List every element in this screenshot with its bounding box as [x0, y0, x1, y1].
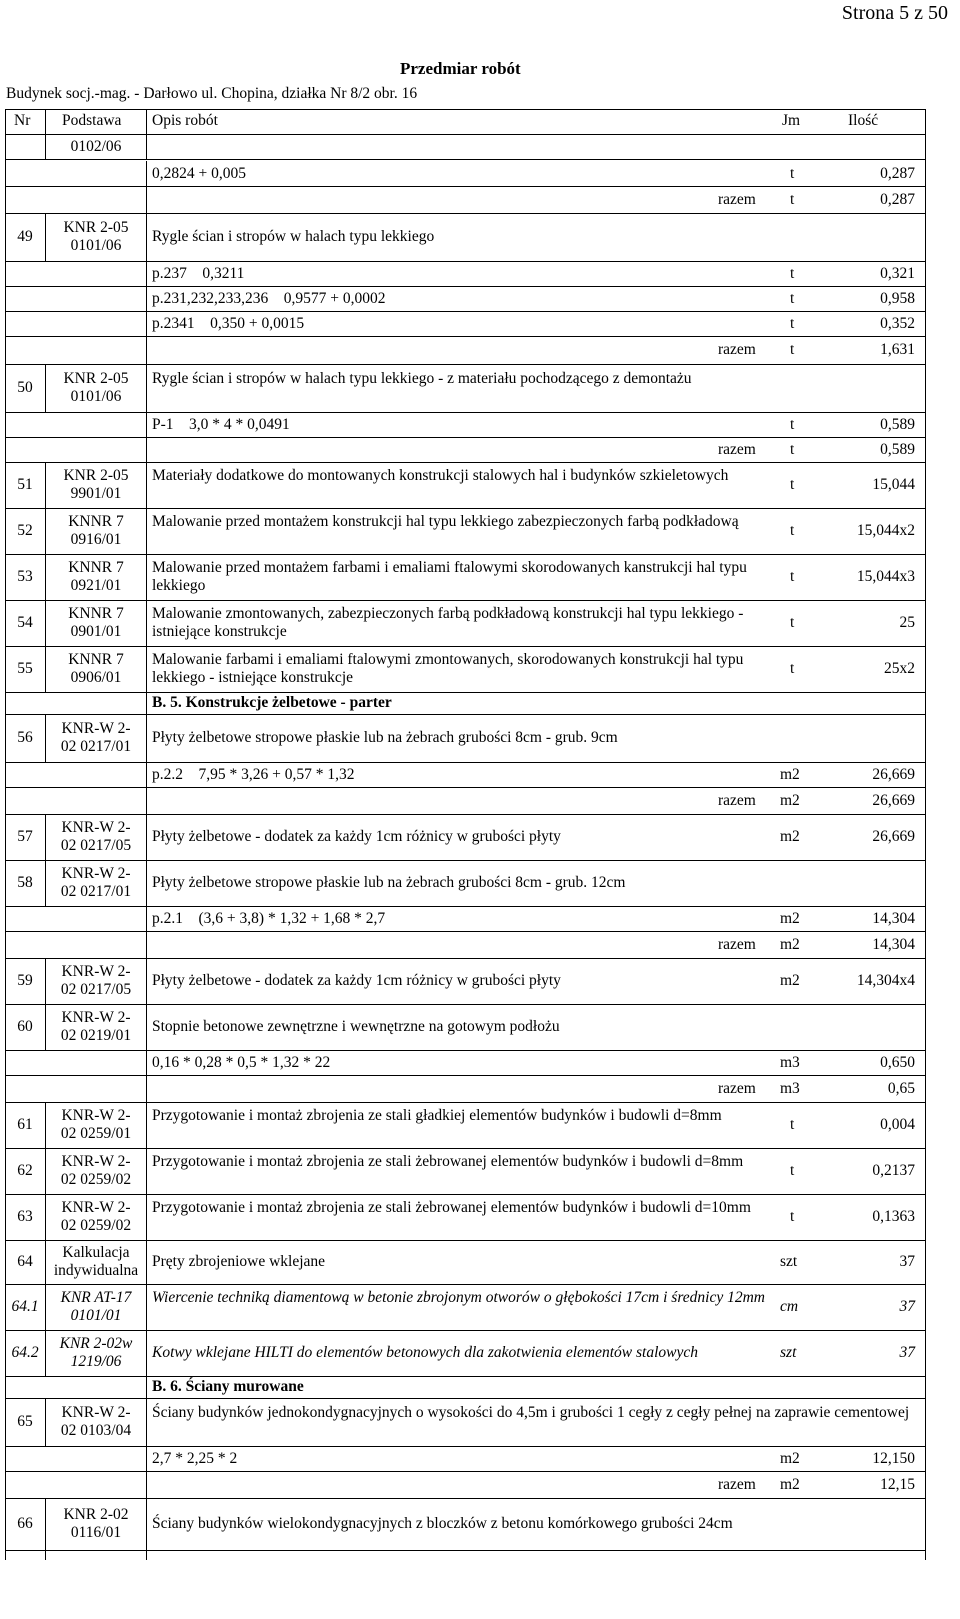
- unit: t: [790, 522, 795, 539]
- calculation-formula: p.2.1 (3,6 + 3,8) * 1,32 + 1,68 * 2,7: [152, 909, 386, 927]
- basis-code: KNR-W 2- 02 0217/05: [60, 963, 132, 998]
- item-number: 50: [17, 379, 33, 396]
- item-number: 63: [17, 1208, 33, 1225]
- work-description: Przygotowanie i montaż zbrojenia ze stali żebrowanej elementów budynków i budowli d=10mm: [152, 1199, 751, 1216]
- row-rule: [5, 931, 925, 932]
- unit: t: [790, 314, 795, 332]
- quantity: 0,352: [880, 314, 915, 332]
- total-label: razem: [718, 1079, 756, 1097]
- podstawa-divider: [146, 554, 147, 600]
- unit: t: [790, 1162, 795, 1179]
- item-number: 58: [17, 874, 33, 891]
- basis-code: KNR 2-05 9901/01: [63, 467, 129, 502]
- quantity: 14,304x4: [856, 972, 915, 989]
- podstawa-divider: [146, 1550, 147, 1560]
- unit: m2: [780, 765, 800, 783]
- row-rule: [5, 1050, 925, 1051]
- item-number: 52: [17, 522, 33, 539]
- basis-code: KNR-W 2- 02 0259/02: [60, 1199, 132, 1234]
- podstawa-divider: [146, 286, 147, 311]
- building-description: Budynek socj.-mag. - Darłowo ul. Chopina, działka Nr 8/2 obr. 16: [6, 85, 418, 102]
- work-description: Płyty żelbetowe stropowe płaskie lub na żebrach grubości 8cm - grub. 12cm: [152, 874, 626, 891]
- quantity: 37: [899, 1344, 915, 1361]
- work-description: Malowanie przed montażem konstrukcji hal typu lekkiego zabezpieczonych farbą podkładową: [152, 513, 739, 530]
- quantity: 26,669: [872, 828, 915, 845]
- podstawa-divider: [146, 161, 147, 186]
- work-description: Ściany budynków jednokondygnacyjnych o wysokości do 4,5m i grubości 1 cegły z cegły pełnej na zaprawie cementowej: [152, 1404, 910, 1421]
- quantity: 0,004: [880, 1116, 915, 1133]
- podstawa-divider: [146, 261, 147, 286]
- work-description: Rygle ścian i stropów w halach typu lekkiego: [152, 228, 435, 245]
- podstawa-divider: [146, 762, 147, 787]
- page-number: Strona 5 z 50: [841, 2, 948, 24]
- quantity: 0,589: [880, 415, 915, 433]
- unit: m3: [780, 1079, 800, 1097]
- item-number: 65: [17, 1413, 33, 1430]
- podstawa-divider: [146, 412, 147, 437]
- row-rule: [5, 336, 925, 337]
- row-rule: [5, 646, 925, 647]
- calculation-formula: 0,2824 + 0,005: [152, 164, 246, 182]
- podstawa-divider: [146, 186, 147, 213]
- unit: t: [790, 190, 795, 208]
- unit: szt: [780, 1253, 798, 1270]
- row-rule: [5, 1498, 925, 1499]
- podstawa-divider: [146, 906, 147, 931]
- podstawa-divider: [146, 437, 147, 462]
- unit: cm: [780, 1298, 799, 1315]
- unit: t: [790, 289, 795, 307]
- quantity: 12,150: [872, 1449, 915, 1467]
- basis-code: KNR-W 2- 02 0103/04: [60, 1404, 132, 1439]
- quantity: 0,650: [880, 1053, 915, 1071]
- work-description: Ściany budynków wielokondygnacyjnych z bloczków z betonu komórkowego grubości 24cm: [152, 1515, 733, 1532]
- quantity: 26,669: [872, 791, 915, 809]
- item-number: 49: [17, 228, 33, 245]
- column-header-ilosc: Ilość: [848, 112, 879, 129]
- row-rule: [5, 906, 925, 907]
- quantity: 14,304: [872, 909, 915, 927]
- row-rule: [5, 762, 925, 763]
- calculation-formula: p.2.2 7,95 * 3,26 + 0,57 * 1,32: [152, 765, 355, 783]
- podstawa-divider: [146, 1471, 147, 1498]
- section-heading: B. 6. Ściany murowane: [152, 1378, 304, 1395]
- podstawa-divider: [146, 1398, 147, 1446]
- row-rule: [5, 1446, 925, 1447]
- basis-code: KNR 2-05 0101/06: [63, 219, 129, 254]
- row-rule: [5, 213, 925, 214]
- unit: t: [790, 1208, 795, 1225]
- podstawa-divider: [146, 311, 147, 336]
- podstawa-divider: [146, 860, 147, 906]
- row-rule: [5, 261, 925, 262]
- unit: t: [790, 415, 795, 433]
- unit: t: [790, 164, 795, 182]
- podstawa-divider: [146, 1004, 147, 1050]
- unit: t: [790, 341, 795, 358]
- quantity: 0,321: [880, 264, 915, 282]
- podstawa-divider: [146, 692, 147, 714]
- column-header-nr: Nr: [14, 112, 31, 129]
- item-number: 56: [17, 729, 33, 746]
- work-description: Malowanie przed montażem farbami i emaliami ftalowymi skorodowanych kanstrukcji hal typu lekkiego: [152, 559, 747, 594]
- row-rule: [5, 860, 925, 861]
- section-heading: B. 5. Konstrukcje żelbetowe - parter: [152, 694, 392, 711]
- unit: t: [790, 660, 795, 677]
- podstawa-divider: [146, 213, 147, 261]
- row-rule: [5, 1376, 925, 1377]
- work-description: Kotwy wklejane HILTI do elementów betonowych dla zakotwienia elementów stalowych: [152, 1344, 698, 1361]
- podstawa-divider: [146, 714, 147, 762]
- row-rule: [5, 1471, 925, 1472]
- calculation-formula: P-1 3,0 * 4 * 0,0491: [152, 415, 290, 433]
- unit: m2: [780, 909, 800, 927]
- basis-code: KNR-W 2- 02 0217/05: [60, 819, 132, 854]
- unit: t: [790, 568, 795, 585]
- work-description: Płyty żelbetowe - dodatek za każdy 1cm różnicy w grubości płyty: [152, 972, 561, 989]
- header-divider-podstawa: [146, 109, 147, 134]
- quantity: 15,044x3: [856, 568, 915, 585]
- podstawa-divider: [146, 1284, 147, 1330]
- calculation-formula: p.237 0,3211: [152, 264, 245, 282]
- column-header-opis: Opis robót: [152, 112, 218, 129]
- total-label: razem: [718, 190, 756, 208]
- column-header-jm: Jm: [782, 112, 801, 129]
- calculation-formula: 2,7 * 2,25 * 2: [152, 1449, 238, 1467]
- work-description: Pręty zbrojeniowe wklejane: [152, 1253, 326, 1270]
- row-rule: [5, 437, 925, 438]
- work-description: Stopnie betonowe zewnętrzne i wewnętrzne na gotowym podłożu: [152, 1018, 560, 1035]
- work-description: Przygotowanie i montaż zbrojenia ze stali żebrowanej elementów budynków i budowli d=8mm: [152, 1153, 744, 1170]
- item-number: 59: [17, 972, 33, 989]
- row-rule: [5, 1330, 925, 1331]
- row-rule: [5, 1240, 925, 1241]
- quantity: 37: [899, 1253, 915, 1270]
- table-top-rule: [5, 109, 925, 110]
- quantity: 15,044: [872, 476, 915, 493]
- item-number: 64.2: [11, 1344, 39, 1361]
- unit: m2: [780, 1449, 800, 1467]
- basis-code: KNR-W 2- 02 0259/02: [60, 1153, 132, 1188]
- quantity: 12,15: [880, 1475, 915, 1493]
- row-rule: [5, 787, 925, 788]
- quantity: 1,631: [880, 341, 915, 358]
- podstawa-divider: [146, 958, 147, 1004]
- quantity: 37: [899, 1298, 915, 1315]
- basis-code: KNR AT-17 0101/01: [60, 1289, 132, 1324]
- quantity: 0,589: [880, 440, 915, 458]
- podstawa-divider: [146, 1050, 147, 1075]
- row-rule: [5, 1004, 925, 1005]
- unit: m2: [780, 935, 800, 953]
- quantity: 26,669: [872, 765, 915, 783]
- calculation-formula: p.231,232,233,236 0,9577 + 0,0002: [152, 289, 386, 307]
- podstawa-divider: [146, 1330, 147, 1376]
- basis-code: KNR-W 2- 02 0217/01: [60, 720, 132, 755]
- quantity: 15,044x2: [856, 522, 915, 539]
- row-rule: [5, 508, 925, 509]
- unit: t: [790, 264, 795, 282]
- unit: m2: [780, 1475, 800, 1493]
- item-number: 60: [17, 1018, 33, 1035]
- unit: t: [790, 1116, 795, 1133]
- work-description: Przygotowanie i montaż zbrojenia ze stali gładkiej elementów budynków i budowli d=8mm: [152, 1107, 722, 1124]
- item-number: 61: [17, 1116, 33, 1133]
- quantity: 0,287: [880, 164, 915, 182]
- podstawa-divider: [146, 1148, 147, 1194]
- podstawa-divider: [146, 600, 147, 646]
- calculation-formula: p.2341 0,350 + 0,0015: [152, 314, 305, 332]
- podstawa-divider: [146, 134, 147, 159]
- item-number: 57: [17, 828, 33, 845]
- row-rule: [5, 958, 925, 959]
- unit: m2: [780, 972, 800, 989]
- item-number: 53: [17, 568, 33, 585]
- total-label: razem: [718, 440, 756, 458]
- work-description: Malowanie farbami i emaliami ftalowymi zmontowanych, skorodowanych konstrukcji hal typu lekkiego - istniejące konstrukcje: [152, 651, 744, 686]
- unit: m3: [780, 1053, 800, 1071]
- podstawa-divider: [146, 931, 147, 958]
- column-header-podstawa: Podstawa: [62, 112, 122, 129]
- podstawa-divider: [146, 1376, 147, 1398]
- podstawa-divider: [146, 336, 147, 364]
- row-rule: [5, 600, 925, 601]
- basis-code: KNNR 7 0906/01: [68, 651, 124, 686]
- row-rule: [5, 159, 925, 160]
- item-number: 64: [17, 1253, 33, 1270]
- basis-code: KNNR 7 0921/01: [68, 559, 124, 594]
- row-rule: [5, 1194, 925, 1195]
- row-rule: [5, 186, 925, 187]
- row-rule: [5, 714, 925, 715]
- quantity: 0,65: [887, 1079, 915, 1097]
- nr-divider: [45, 1550, 46, 1560]
- podstawa-divider: [146, 1446, 147, 1471]
- row-rule: [5, 1550, 925, 1551]
- table-right-rule: [925, 109, 926, 1560]
- podstawa-divider: [146, 1102, 147, 1148]
- quantity: 0,958: [880, 289, 915, 307]
- item-number: 62: [17, 1162, 33, 1179]
- podstawa-divider: [146, 787, 147, 814]
- podstawa-divider: [146, 364, 147, 412]
- header-bottom-rule: [5, 134, 925, 135]
- row-rule: [5, 311, 925, 312]
- row-rule: [5, 554, 925, 555]
- work-description: Malowanie zmontowanych, zabezpieczonych farbą podkładową konstrukcji hal typu lekkiego - istniejące konstrukcje: [152, 605, 744, 640]
- basis-code: Kalkulacja indywidualna: [53, 1244, 139, 1279]
- quantity: 0,1363: [872, 1208, 915, 1225]
- row-rule: [5, 1075, 925, 1076]
- work-description: Wiercenie techniką diamentową w betonie zbrojonym otworów o głębokości 17cm i średnicy 12mm: [152, 1289, 765, 1306]
- work-description: Płyty żelbetowe - dodatek za każdy 1cm różnicy w grubości płyty: [152, 828, 561, 845]
- basis-code: KNR-W 2- 02 0219/01: [60, 1009, 132, 1044]
- row-rule: [5, 462, 925, 463]
- unit: m2: [780, 828, 800, 845]
- unit: t: [790, 476, 795, 493]
- total-label: razem: [718, 341, 756, 358]
- row-rule: [5, 1148, 925, 1149]
- document-title: Przedmiar robót: [400, 59, 521, 78]
- unit: m2: [780, 791, 800, 809]
- podstawa-divider: [146, 1240, 147, 1284]
- row-rule: [5, 692, 925, 693]
- work-description: Płyty żelbetowe stropowe płaskie lub na żebrach grubości 8cm - grub. 9cm: [152, 729, 618, 746]
- total-label: razem: [718, 1475, 756, 1493]
- item-number: 66: [17, 1515, 33, 1532]
- row-rule: [5, 1102, 925, 1103]
- podstawa-divider: [146, 814, 147, 860]
- row-rule: [5, 814, 925, 815]
- quantity: 25x2: [884, 660, 915, 677]
- quantity: 25: [899, 614, 915, 631]
- podstawa-divider: [146, 508, 147, 554]
- quantity: 0,2137: [872, 1162, 915, 1179]
- work-description: Materiały dodatkowe do montowanych konstrukcji stalowych hal i budynków szkieletowych: [152, 467, 729, 484]
- basis-code: KNR 2-05 0101/06: [63, 370, 129, 405]
- basis-code: 0102/06: [70, 137, 122, 155]
- total-label: razem: [718, 935, 756, 953]
- basis-code: KNNR 7 0916/01: [68, 513, 124, 548]
- basis-code: KNNR 7 0901/01: [68, 605, 124, 640]
- calculation-formula: 0,16 * 0,28 * 0,5 * 1,32 * 22: [152, 1053, 331, 1071]
- podstawa-divider: [146, 462, 147, 508]
- row-rule: [5, 412, 925, 413]
- podstawa-divider: [146, 1498, 147, 1550]
- basis-code: KNR 2-02w 1219/06: [59, 1335, 133, 1370]
- basis-code: KNR-W 2- 02 0217/01: [60, 865, 132, 900]
- unit: t: [790, 614, 795, 631]
- item-number: 51: [17, 476, 33, 493]
- quantity: 0,287: [880, 190, 915, 208]
- work-description: Rygle ścian i stropów w halach typu lekkiego - z materiału pochodzącego z demontażu: [152, 370, 692, 387]
- item-number: 64.1: [11, 1298, 39, 1315]
- podstawa-divider: [146, 1194, 147, 1240]
- header-divider-nr: [45, 109, 46, 134]
- basis-code: KNR 2-02 0116/01: [63, 1506, 129, 1541]
- unit: t: [790, 440, 795, 458]
- unit: szt: [780, 1344, 797, 1361]
- item-number: 55: [17, 660, 33, 677]
- row-rule: [5, 1284, 925, 1285]
- podstawa-divider: [146, 1075, 147, 1102]
- total-label: razem: [718, 791, 756, 809]
- row-rule: [5, 1398, 925, 1399]
- quantity: 14,304: [872, 935, 915, 953]
- item-number: 54: [17, 614, 33, 631]
- basis-code: KNR-W 2- 02 0259/01: [60, 1107, 132, 1142]
- row-rule: [5, 364, 925, 365]
- podstawa-divider: [146, 646, 147, 692]
- row-rule: [5, 286, 925, 287]
